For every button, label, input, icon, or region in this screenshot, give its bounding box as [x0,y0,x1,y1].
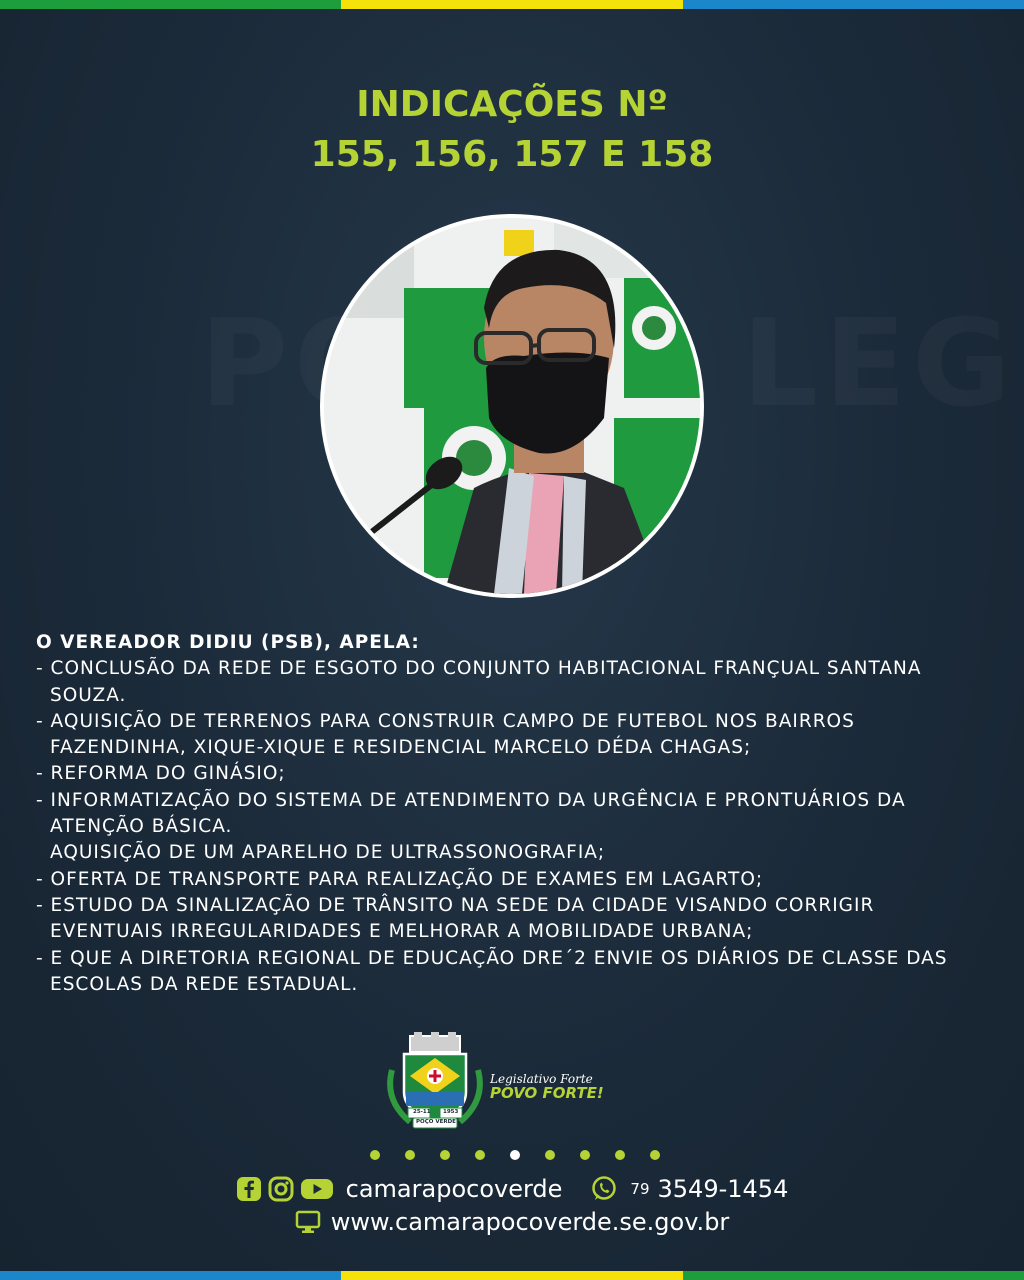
title-line-2: 155, 156, 157 E 158 [310,134,714,175]
carousel-dots [370,1150,660,1162]
phone-area-code: 79 [630,1180,650,1198]
crest-label: POÇO VERDE [416,1119,456,1125]
councilor-photo [320,214,704,598]
monitor-icon [295,1210,321,1234]
website-link[interactable]: www.camarapocoverde.se.gov.br [330,1208,730,1236]
indications-heading: O VEREADOR DIDIU (PSB), APELA: [36,632,420,653]
indication-item-cont: FAZENDINHA, XIQUE-XIQUE E RESIDENCIAL MARCELO DÉDA CHAGAS; [50,737,752,759]
top-color-stripe [0,0,1024,9]
indication-item-cont: SOUZA. [50,684,127,706]
carousel-dot[interactable] [580,1150,590,1160]
phone-number[interactable]: 3549-1454 [657,1175,789,1203]
carousel-dot[interactable] [650,1150,660,1160]
indications-text [36,630,996,998]
carousel-dot[interactable] [475,1150,485,1160]
indication-item-cont: ATENÇÃO BÁSICA. [50,816,233,838]
indication-item: - INFORMATIZAÇÃO DO SISTEMA DE ATENDIMENTO DA URGÊNCIA E PRONTUÁRIOS DA [36,789,906,811]
carousel-dot[interactable] [440,1150,450,1160]
title-line-1: INDICAÇÕES Nº [356,84,668,125]
indication-item: - AQUISIÇÃO DE TERRENOS PARA CONSTRUIR CAMPO DE FUTEBOL NOS BAIRROS [36,710,855,732]
carousel-dot[interactable] [370,1150,380,1160]
crest-date-left: 25-11 [413,1109,431,1115]
whatsapp-icon [590,1175,618,1203]
youtube-icon[interactable] [300,1176,334,1202]
indication-item: - CONCLUSÃO DA REDE DE ESGOTO DO CONJUNTO HABITACIONAL FRANÇUAL SANTANA [36,658,922,680]
carousel-dot[interactable] [545,1150,555,1160]
coat-of-arms-icon [380,1030,490,1130]
contact-row [0,1175,1024,1203]
slogan-line-2: POVO FORTE! [490,1084,604,1102]
indication-item: - OFERTA DE TRANSPORTE PARA REALIZAÇÃO DE EXAMES EM LAGARTO; [36,868,764,890]
page-title [0,80,1024,180]
website-row [0,1208,1024,1236]
facebook-icon[interactable] [236,1176,262,1202]
carousel-dot[interactable] [405,1150,415,1160]
indication-item: - ESTUDO DA SINALIZAÇÃO DE TRÂNSITO NA SEDE DA CIDADE VISANDO CORRIGIR [36,894,875,916]
slogan [490,1072,604,1102]
slogan-line-1: Legislativo Forte [490,1072,593,1086]
carousel-dot-active[interactable] [510,1150,520,1160]
bottom-color-stripe [0,1271,1024,1280]
social-handle[interactable]: camarapocoverde [345,1175,563,1203]
indication-item-cont: AQUISIÇÃO DE UM APARELHO DE ULTRASSONOGRAFIA; [50,842,606,864]
carousel-dot[interactable] [615,1150,625,1160]
indication-item: - E QUE A DIRETORIA REGIONAL DE EDUCAÇÃO DRE´2 ENVIE OS DIÁRIOS DE CLASSE DAS [36,947,948,969]
indication-item-cont: ESCOLAS DA REDE ESTADUAL. [50,973,359,995]
instagram-icon[interactable] [268,1176,294,1202]
crest-date-right: 1953 [443,1109,459,1115]
indication-item-cont: EVENTUAIS IRREGULARIDADES E MELHORAR A MOBILIDADE URBANA; [50,921,754,943]
councilor-photo-illustration [324,218,700,594]
chamber-logo [380,1030,640,1130]
indication-item: - REFORMA DO GINÁSIO; [36,763,286,785]
